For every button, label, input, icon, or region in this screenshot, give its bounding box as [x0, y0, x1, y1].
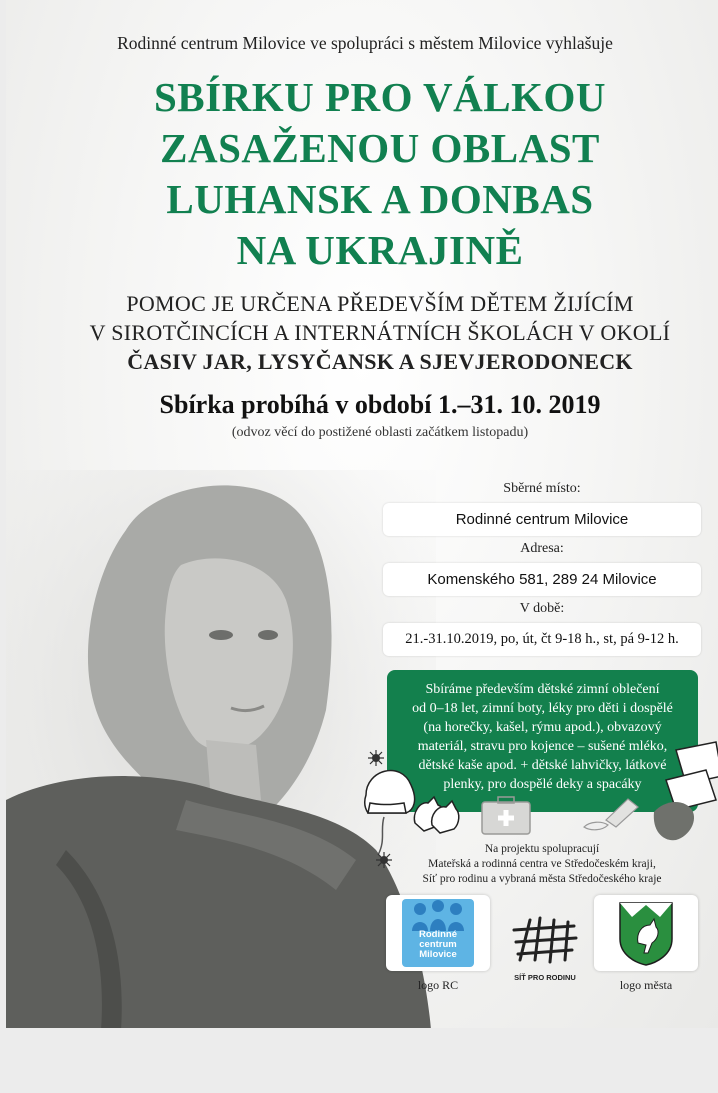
- project-line: Síť pro rodinu a vybraná města Středočeského kraje: [422, 873, 662, 885]
- intro-text: Rodinné centrum Milovice ve spolupráci s městem Milovice vyhlašuje: [117, 33, 613, 53]
- gloves-icon: [410, 793, 462, 835]
- girl-photo: [6, 470, 436, 1028]
- address-field: Komenského 581, 289 24 Milovice: [383, 563, 701, 596]
- title-line: SBÍRKU PRO VÁLKOU: [154, 74, 606, 120]
- items-line: od 0–18 let, zimní boty, léky pro děti i dospělé: [412, 701, 673, 716]
- project-partners: [382, 842, 702, 887]
- baby-bottle-icon: [576, 795, 641, 837]
- rc-logo: [402, 899, 474, 967]
- address-label: Adresa:: [520, 541, 564, 556]
- poster: [6, 0, 718, 1028]
- subtitle: [6, 289, 718, 376]
- rc-logo-text-line: Milovice: [419, 949, 457, 960]
- time-field: 21.-31.10.2019, po, út, čt 9-18 h., st, pá 9-12 h.: [383, 623, 701, 656]
- subtitle-line: V SIROTČINCÍCH A INTERNÁTNÍCH ŠKOLÁCH V OKOLÍ: [89, 320, 671, 345]
- family-figures-icon: [402, 899, 474, 933]
- sit-pro-rodinu-logo: [500, 910, 590, 982]
- project-line: Mateřská a rodinná centra ve Středočeském kraji,: [428, 858, 656, 870]
- rc-logo-card: [386, 895, 490, 971]
- main-title: [6, 72, 718, 276]
- items-line: (na horečky, kašel, rýmu apod.), obvazový: [423, 720, 662, 735]
- rc-logo-caption: logo RC: [417, 978, 459, 992]
- time-label: V době:: [519, 601, 565, 616]
- virus-icon: [368, 750, 384, 766]
- title-line: LUHANSK A DONBAS: [166, 176, 594, 222]
- place-field: Rodinné centrum Milovice: [383, 503, 701, 536]
- subtitle-line: ČASIV JAR, LYSYČANSK A SJEVJERODONECK: [127, 349, 633, 374]
- collection-period: Sbírka probíhá v období 1.–31. 10. 2019: [159, 390, 601, 419]
- title-line: NA UKRAJINĚ: [236, 227, 524, 273]
- project-line: Na projektu spolupracují: [484, 843, 600, 855]
- place-label: Sběrné místo:: [503, 481, 581, 496]
- town-logo-caption: logo města: [619, 978, 673, 992]
- items-line: materiál, stravu pro kojence – sušené mléko,: [417, 739, 668, 754]
- blanket-icon: [646, 740, 718, 850]
- items-line: plenky, pro dospělé deky a spacáky: [443, 777, 642, 792]
- rc-logo-text: [402, 930, 474, 960]
- sit-logo-text: SÍŤ PRO RODINU: [514, 973, 576, 982]
- network-icon: [510, 910, 580, 966]
- rc-logo-text-line: Rodinné: [419, 929, 457, 940]
- items-line: dětské kaše apod. + dětské lahvičky, látkové: [418, 758, 667, 773]
- items-line: Sbíráme především dětské zimní oblečení: [425, 682, 660, 697]
- title-line: ZASAŽENOU OBLAST: [160, 125, 600, 171]
- period-note: (odvoz věcí do postižené oblasti začátkem listopadu): [231, 425, 529, 440]
- rc-logo-text-line: centrum: [419, 939, 457, 950]
- town-logo-card: [594, 895, 698, 971]
- town-crest-icon: [616, 899, 676, 967]
- first-aid-kit-icon: [480, 796, 532, 836]
- subtitle-line: POMOC JE URČENA PŘEDEVŠÍM DĚTEM ŽIJÍCÍM: [126, 291, 634, 316]
